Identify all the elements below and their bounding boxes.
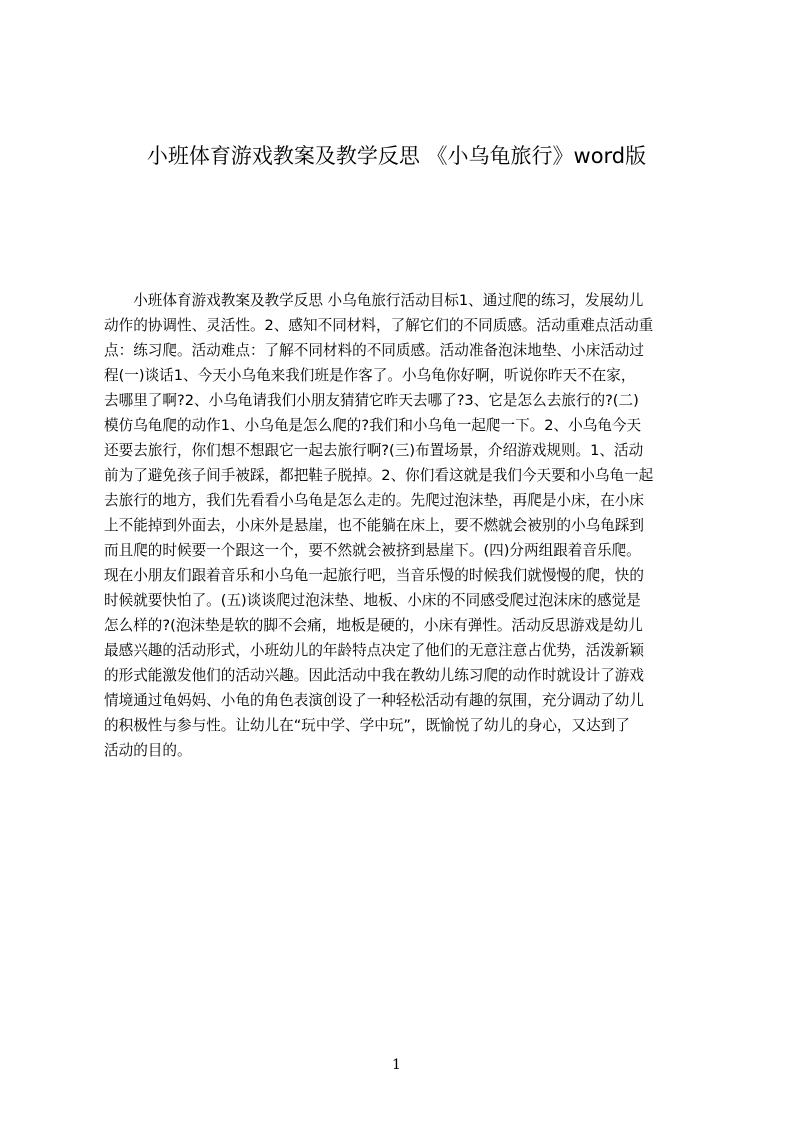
body-line: 去哪里了啊?2、小乌龟请我们小朋友猜猜它昨天去哪了?3、它是怎么去旅行的?(二) [104,392,639,409]
body-line: 时候就要快怕了。(五)谈谈爬过泡沫垫、地板、小床的不同感受爬过泡沫床的感觉是 [104,592,641,609]
body-line: 最感兴趣的活动形式，小班幼儿的年龄特点决定了他们的无意注意占优势，活泼新颖 [104,642,644,659]
body-line: 情境通过龟妈妈、小龟的角色表演创设了一种轻松活动有趣的氛围，充分调动了幼儿 [104,692,644,709]
body-line: 去旅行的地方，我们先看看小乌龟是怎么走的。先爬过泡沫垫，再爬是小床，在小床 [104,492,644,509]
body-line: 怎么样的?(泡沫垫是软的脚不会痛，地板是硬的，小床有弹性。活动反思游戏是幼儿 [104,617,643,634]
page-number: 1 [392,1057,401,1073]
document-body [104,288,698,763]
body-line: 上不能掉到外面去，小床外是悬崖，也不能躺在床上，要不燃就会被别的小乌龟踩到 [104,517,644,534]
body-line: 现在小朋友们跟着音乐和小乌龟一起旅行吧，当音乐慢的时候我们就慢慢的爬，快的 [104,567,644,584]
body-line: 动作的协调性、灵活性。2、感知不同材料，了解它们的不同质感。活动重难点活动重 [104,317,654,334]
body-line: 活动的目的。 [104,742,192,759]
document-title: 小班体育游戏教案及教学反思 《小乌龟旅行》word版 [146,144,647,168]
body-line: 前为了避免孩子间手被踩，都把鞋子脱掉。2、你们看这就是我们今天要和小乌龟一起 [104,467,654,484]
body-line: 模仿乌龟爬的动作1、小乌龟是怎么爬的?我们和小乌龟一起爬一下。2、小乌龟今天 [104,417,642,434]
body-line: 小班体育游戏教案及教学反思 小乌龟旅行活动目标1、通过爬的练习，发展幼儿 [104,292,644,309]
body-line: 的积极性与参与性。让幼儿在“玩中学、学中玩”，既愉悦了幼儿的身心，又达到了 [104,717,630,734]
body-line: 的形式能激发他们的活动兴趣。因此活动中我在教幼儿练习爬的动作时就设计了游戏 [104,667,644,684]
body-line: 点：练习爬。活动难点：了解不同材料的不同质感。活动准备泡沫地垫、小床活动过 [104,342,644,359]
body-line: 程(一)谈话1、今天小乌龟来我们班是作客了。小乌龟你好啊，听说你昨天不在家， [104,367,636,384]
body-line: 还要去旅行，你们想不想跟它一起去旅行啊?(三)布置场景，介绍游戏规则。1、活动 [104,442,644,459]
body-line: 而且爬的时候要一个跟这一个，要不然就会被挤到悬崖下。(四)分两组跟着音乐爬。 [104,542,641,559]
